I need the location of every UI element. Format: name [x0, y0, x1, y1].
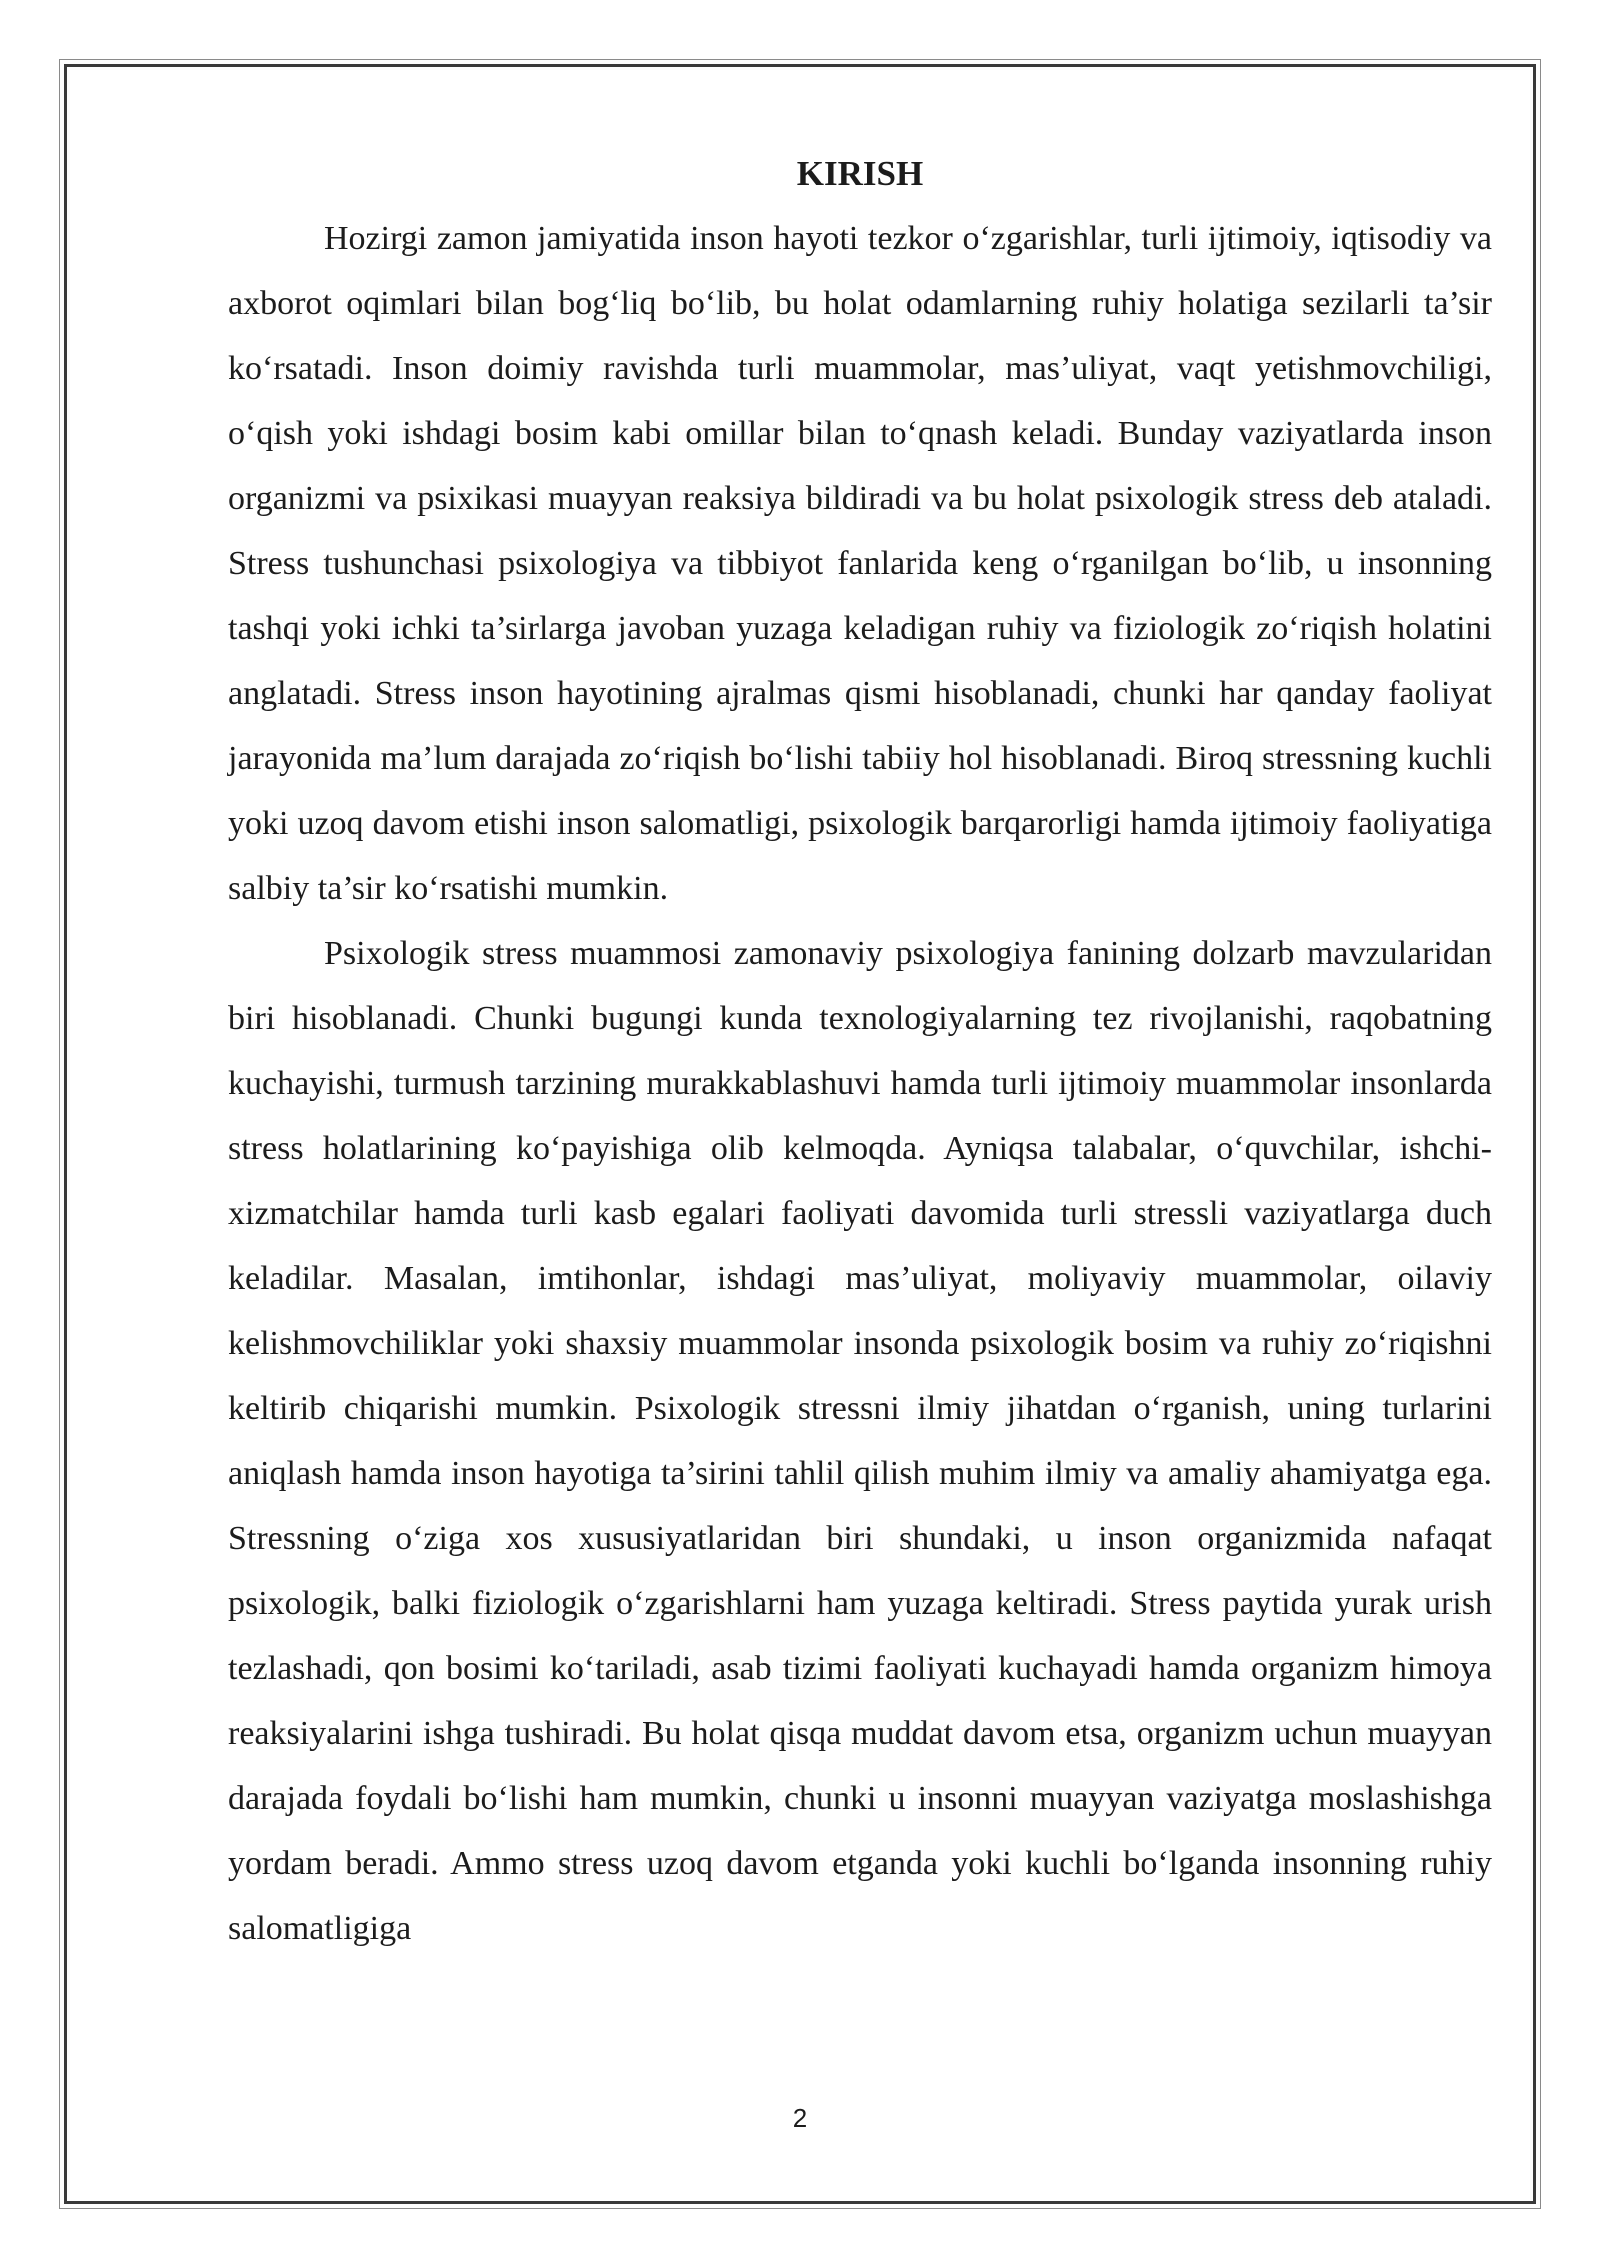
page-number: 2 — [792, 2103, 808, 2133]
paragraph-stress-problem: Psixologik stress muammosi zamonaviy psixologiya fanining dolzarb mavzularidan biri hisoblanadi. Chunki bugungi kunda texnologiyalarning tez rivojlanishi, raqobatning kuchayishi, turmush tarzining murakkablashuvi hamda turli ijtimoiy muammolar insonlarda stress holatlarining ko‘payishiga olib kelmoqda. Ayniqsa talabalar, o‘quvchilar, ishchi-xizmatchilar hamda turli kasb egalari faoliyati davomida turli stressli vaziyatlarga duch keladilar. Masalan, imtihonlar, ishdagi mas’uliyat, moliyaviy muammolar, oilaviy kelishmovchiliklar yoki shaxsiy muammolar insonda psixologik bosim va ruhiy zo‘riqishni keltirib chiqarishi mumkin. Psixologik stressni ilmiy jihatdan o‘rganish, uning turlarini aniqlash hamda inson hayotiga ta’sirini tahlil qilish muhim ilmiy va amaliy ahamiyatga ega. Stressning o‘ziga xos xususiyatlaridan biri shundaki, u inson organizmida nafaqat psixologik, balki fiziologik o‘zgarishlarni ham yuzaga keltiradi. Stress paytida yurak urish tezlashadi, qon bosimi ko‘tariladi, asab tizimi faoliyati kuchayadi hamda organizm himoya reaksiyalarini ishga tushiradi. Bu holat qisqa muddat davom etsa, organizm uchun muayyan darajada foydali bo‘lishi ham mumkin, chunki u insonni muayyan vaziyatga moslashishga yordam beradi. Ammo stress uzoq davom etganda yoki kuchli bo‘lganda insonning ruhiy salomatligiga — [228, 935, 1492, 1947]
section-heading: KIRISH — [796, 154, 924, 193]
document-body — [228, 146, 1492, 1961]
paragraph-intro: Hozirgi zamon jamiyatida inson hayoti tezkor o‘zgarishlar, turli ijtimoiy, iqtisodiy va axborot oqimlari bilan bog‘liq bo‘lib, bu holat odamlarning ruhiy holatiga sezilarli ta’sir ko‘rsatadi. Inson doimiy ravishda turli muammolar, mas’uliyat, vaqt yetishmovchiligi, o‘qish yoki ishdagi bosim kabi omillar bilan to‘qnash keladi. Bunday vaziyatlarda inson organizmi va psixikasi muayyan reaksiya bildiradi va bu holat psixologik stress deb ataladi. Stress tushunchasi psixologiya va tibbiyot fanlarida keng o‘rganilgan bo‘lib, u insonning tashqi yoki ichki ta’sirlarga javoban yuzaga keladigan ruhiy va fiziologik zo‘riqish holatini anglatadi. Stress inson hayotining ajralmas qismi hisoblanadi, chunki har qanday faoliyat jarayonida ma’lum darajada zo‘riqish bo‘lishi tabiiy hol hisoblanadi. Biroq stressning kuchli yoki uzoq davom etishi inson salomatligi, psixologik barqarorligi hamda ijtimoiy faoliyatiga salbiy ta’sir ko‘rsatishi mumkin. — [228, 220, 1492, 907]
